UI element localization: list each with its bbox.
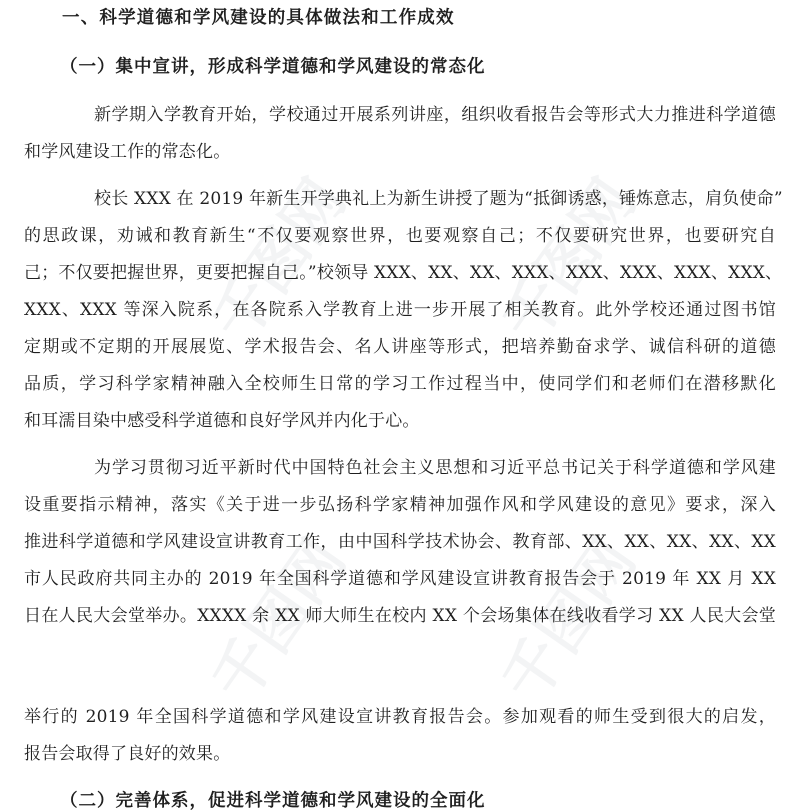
paragraph-line: XXX、XXX 等深入院系，在各院系入学教育上进一步开展了相关教育。此外学校还通过图书馆 (24, 300, 776, 320)
paragraph-line: 推进科学道德和学风建设宣讲教育工作，由中国科学技术协会、教育部、XX、XX、XX、XX、XX (24, 532, 776, 552)
watermark: 千图网 (198, 527, 360, 715)
paragraph-line: 市人民政府共同主办的 2019 年全国科学道德和学风建设宣讲教育报告会于 2019 年 XX 月 XX (24, 569, 776, 589)
subsection-heading: （二）完善体系，促进科学道德和学风建设的全面化 (60, 791, 486, 811)
watermark: 千图网 (198, 167, 360, 355)
paragraph-line: 定期或不定期的开展展览、学术报告会、名人讲座等形式，把培养勤奋求学、诚信科研的道德 (24, 337, 776, 357)
paragraph-line: 校长 XXX 在 2019 年新生开学典礼上为新生讲授了题为“抵御诱惑，锤炼意志，肩负使命” (94, 189, 783, 209)
paragraph-line: 和耳濡目染中感受科学道德和良好学风并内化于心。 (24, 411, 420, 431)
paragraph-line: 为学习贯彻习近平新时代中国特色社会主义思想和习近平总书记关于科学道德和学风建 (94, 458, 776, 478)
paragraph-line: 己；不仅要把握世界，更要把握自己。”校领导 XXX、XX、XX、XXX、XXX、XXX、XXX、XXX、 (24, 263, 783, 283)
paragraph-line: 的思政课，劝诫和教育新生“不仅要观察世界，也要观察自己；不仅要研究世界，也要研究自 (24, 226, 776, 246)
section-heading: 一、科学道德和学风建设的具体做法和工作成效 (62, 8, 455, 28)
subsection-heading: （一）集中宣讲，形成科学道德和学风建设的常态化 (60, 57, 486, 77)
paragraph-line: 和学风建设工作的常态化。 (24, 142, 231, 162)
watermark: 千图网 (488, 167, 650, 355)
paragraph-line: 品质，学习科学家精神融入全校师生日常的学习工作过程当中，使同学们和老师们在潜移默化 (24, 374, 776, 394)
paragraph-line: 设重要指示精神，落实《关于进一步弘扬科学家精神加强作风和学风建设的意见》要求，深入 (24, 495, 776, 515)
paragraph-line: 日在人民大会堂举办。XXXX 余 XX 师大师生在校内 XX 个会场集体在线收看学习 XX 人民大会堂 (24, 606, 776, 626)
paragraph-line: 举行的 2019 年全国科学道德和学风建设宣讲教育报告会。参加观看的师生受到很大的启发， (24, 707, 776, 727)
paragraph-line: 报告会取得了良好的效果。 (24, 744, 231, 764)
paragraph-line: 新学期入学教育开始，学校通过开展系列讲座，组织收看报告会等形式大力推进科学道德 (94, 105, 776, 125)
watermark: 千图网 (488, 527, 650, 715)
